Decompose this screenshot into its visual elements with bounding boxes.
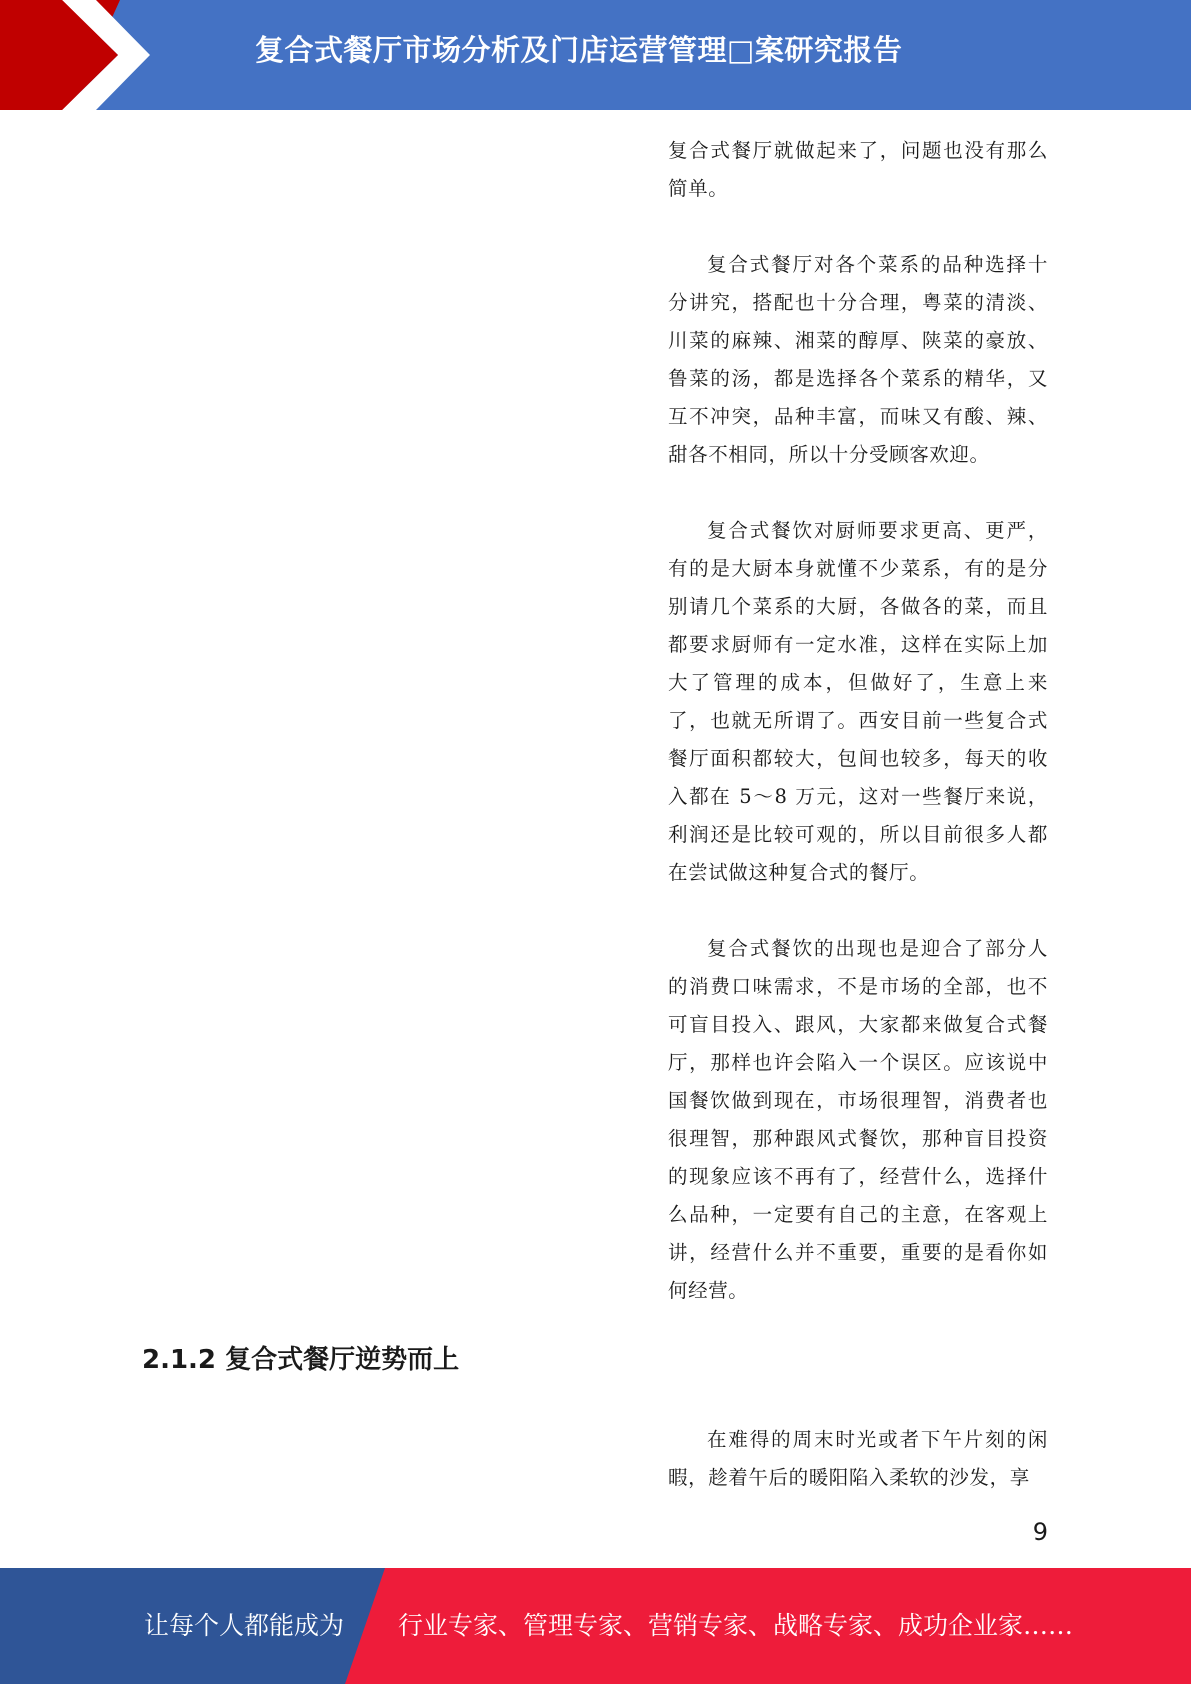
section-paragraph: 在难得的周末时光或者下午片刻的闲暇，趁着午后的暖阳陷入柔软的沙发，享: [668, 1428, 1048, 1489]
body-paragraph: 复合式餐饮对厨师要求更高、更严，有的是大厨本身就懂不少菜系，有的是分别请几个菜系的大厨，各做各的菜，而且都要求厨师有一定水准，这样在实际上加大了管理的成本，但做好了，生意上来了，也就无所谓了。西安目前一些复合式餐厅面积都较大，包间也较多，每天的收入都在 5～8 万元，这对一些餐厅来说，利润还是比较可观的，所以目前很多人都在尝试做这种复合式的餐厅。: [668, 519, 1048, 884]
section-body-column: [668, 1421, 1048, 1497]
report-title: 复合式餐厅市场分析及门店运营管理□案研究报告: [255, 33, 903, 67]
section-heading: 2.1.2 复合式餐厅逆势而上: [142, 1345, 460, 1375]
body-paragraph: 复合式餐厅对各个菜系的品种选择十分讲究，搭配也十分合理，粤菜的清淡、川菜的麻辣、湘菜的醇厚、陕菜的豪放、鲁菜的汤，都是选择各个菜系的精华，又互不冲突，品种丰富，而味又有酸、辣、甜各不相同，所以十分受顾客欢迎。: [668, 253, 1048, 466]
body-paragraph: 复合式餐厅就做起来了，问题也没有那么简单。: [668, 139, 1048, 200]
body-column: [668, 132, 1048, 1348]
page-footer: [0, 1568, 1191, 1684]
page-header: [0, 0, 1191, 110]
footer-slogan-right: 行业专家、管理专家、营销专家、战略专家、成功企业家……: [398, 1611, 1074, 1640]
body-paragraph: 复合式餐饮的出现也是迎合了部分人的消费口味需求，不是市场的全部，也不可盲目投入、跟风，大家都来做复合式餐厅，那样也许会陷入一个误区。应该说中国餐饮做到现在，市场很理智，消费者也很理智，那种跟风式餐饮，那种盲目投资的现象应该不再有了，经营什么，选择什么品种，一定要有自己的主意，在客观上讲，经营什么并不重要，重要的是看你如何经营。: [668, 937, 1048, 1302]
footer-slogan-left: 让每个人都能成为: [144, 1611, 345, 1640]
page-number: 9: [1032, 1518, 1048, 1546]
